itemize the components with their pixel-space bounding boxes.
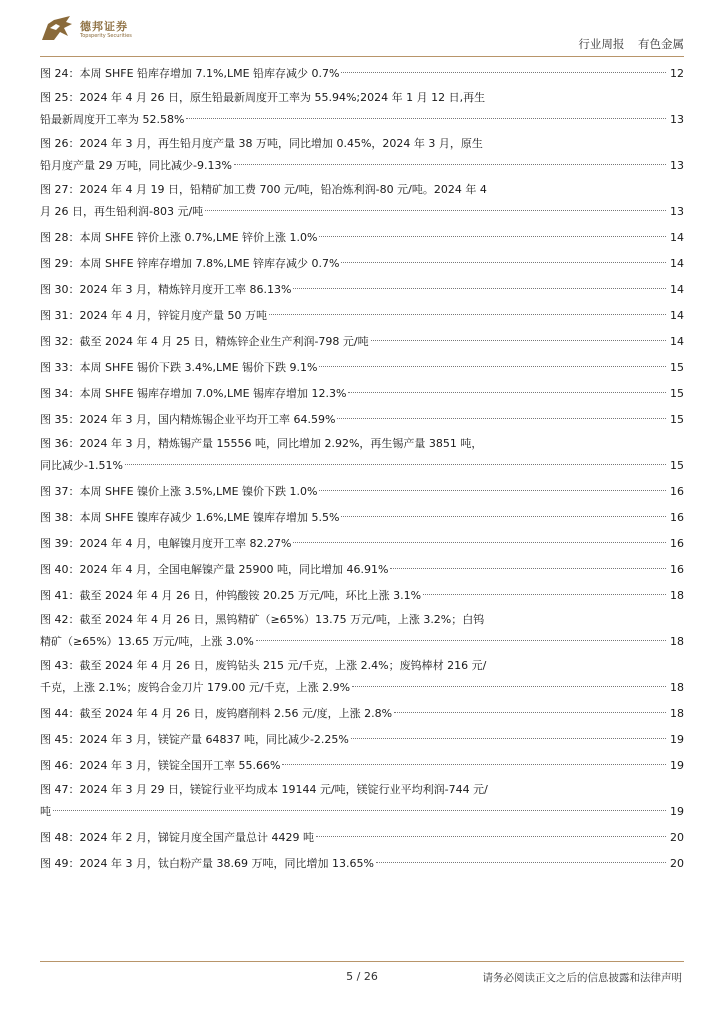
toc-entry-text: 图 33：本周 SHFE 锡价下跌 3.4%,LME 锡价下跌 9.1%: [40, 361, 318, 374]
report-type: 行业周报: [578, 37, 625, 51]
toc-entry-text: 图 40：2024 年 4 月，全国电解镍产量 25900 吨，同比增加 46.91%: [40, 563, 389, 576]
toc-entry[interactable]: [40, 180, 684, 220]
toc-entry-line: [40, 304, 684, 324]
toc-entry-line: [40, 454, 684, 474]
toc-entry-line: [40, 558, 684, 578]
toc-entry-line: [40, 532, 684, 552]
toc-entry[interactable]: [40, 754, 684, 774]
toc-entry-text: 月 26 日，再生铅利润-803 元/吨: [40, 205, 204, 218]
toc-entry[interactable]: [40, 480, 684, 500]
toc-entry-line: [40, 200, 684, 220]
toc-entry-line: [40, 506, 684, 526]
toc-entry-line: [40, 330, 684, 350]
toc-entry[interactable]: [40, 558, 684, 578]
toc-entry-text: 图 42：截至 2024 年 4 月 26 日，黑钨精矿（≥65%）13.75 万元/吨，上涨 3.2%；白钨: [40, 613, 485, 626]
sector-name: 有色金属: [638, 37, 684, 51]
toc-entry-text: 图 24：本周 SHFE 铅库存增加 7.1%,LME 铅库存减少 0.7%: [40, 67, 340, 80]
toc-entry[interactable]: [40, 408, 684, 428]
toc-entry[interactable]: [40, 382, 684, 402]
toc-entry-text: 图 46：2024 年 3 月，镁锭全国开工率 55.66%: [40, 759, 281, 772]
toc-entry-text: 图 48：2024 年 2 月，锑锭月度全国产量总计 4429 吨: [40, 831, 314, 844]
toc-entry-text: 图 28：本周 SHFE 锌价上涨 0.7%,LME 锌价上涨 1.0%: [40, 231, 318, 244]
toc-entry[interactable]: [40, 852, 684, 872]
toc-entry-line: [40, 584, 684, 604]
toc-leader-dots: [341, 248, 666, 263]
page-number: 5 / 26: [346, 970, 378, 983]
toc-entry-text: 图 31：2024 年 4 月，锌锭月度产量 50 万吨: [40, 309, 267, 322]
toc-entry[interactable]: [40, 506, 684, 526]
toc-leader-dots: [282, 750, 666, 765]
toc-leader-dots: [341, 58, 666, 73]
toc-entry[interactable]: [40, 656, 684, 696]
toc-page-number: 14: [670, 231, 684, 244]
toc-leader-dots: [256, 626, 666, 641]
toc-entry-text: 图 41：截至 2024 年 4 月 26 日，仲钨酸铵 20.25 万元/吨，环比上涨 3.1%: [40, 589, 422, 602]
toc-page-number: 19: [670, 733, 684, 746]
toc-entry-line: [40, 154, 684, 174]
toc-entry[interactable]: [40, 780, 684, 820]
page-header: [0, 0, 724, 60]
toc-entry-text: 铅最新周度开工率为 52.58%: [40, 113, 185, 126]
toc-entry-line: [40, 108, 684, 128]
toc-leader-dots: [390, 554, 666, 569]
toc-entry[interactable]: [40, 88, 684, 128]
toc-page-number: 13: [670, 205, 684, 218]
toc-entry[interactable]: [40, 62, 684, 82]
toc-page-number: 18: [670, 681, 684, 694]
toc-page-number: 12: [670, 67, 684, 80]
toc-page-number: 20: [670, 857, 684, 870]
toc-page-number: 20: [670, 831, 684, 844]
toc-entry-text: 图 25：2024 年 4 月 26 日，原生铅最新周度开工率为 55.94%;2024 年 1 月 12 日,再生: [40, 91, 486, 104]
toc-leader-dots: [352, 672, 666, 687]
toc-page-number: 16: [670, 537, 684, 550]
toc-entry[interactable]: [40, 226, 684, 246]
toc-leader-dots: [293, 528, 666, 543]
toc-entry-text: 图 34：本周 SHFE 锡库存增加 7.0%,LME 锡库存增加 12.3%: [40, 387, 347, 400]
toc-page-number: 18: [670, 635, 684, 648]
table-of-figures: [40, 62, 684, 878]
footer-divider: [40, 961, 684, 962]
toc-page-number: 15: [670, 459, 684, 472]
toc-entry-text: 图 43：截至 2024 年 4 月 26 日，废钨钻头 215 元/千克，上涨 2.4%；废钨棒材 216 元/: [40, 659, 487, 672]
toc-leader-dots: [351, 724, 666, 739]
toc-entry-line: [40, 728, 684, 748]
horse-logo-icon: [40, 14, 76, 44]
toc-leader-dots: [337, 404, 666, 419]
toc-page-number: 14: [670, 309, 684, 322]
toc-entry-line: [40, 852, 684, 872]
toc-leader-dots: [348, 378, 666, 393]
toc-page-number: 14: [670, 283, 684, 296]
toc-entry[interactable]: [40, 702, 684, 722]
toc-entry-line: [40, 252, 684, 272]
toc-page-number: 15: [670, 361, 684, 374]
toc-leader-dots: [341, 502, 666, 517]
toc-entry-line: [40, 754, 684, 774]
toc-entry-text: 图 45：2024 年 3 月，镁锭产量 64837 吨，同比减少-2.25%: [40, 733, 349, 746]
toc-leader-dots: [186, 104, 666, 119]
toc-entry-text: 图 26：2024 年 3 月，再生铅月度产量 38 万吨，同比增加 0.45%，2024 年 3 月，原生: [40, 137, 483, 150]
toc-entry-line: [40, 702, 684, 722]
toc-entry[interactable]: [40, 278, 684, 298]
toc-leader-dots: [269, 300, 666, 315]
toc-page-number: 16: [670, 511, 684, 524]
toc-entry-line: [40, 62, 684, 82]
toc-entry-line: [40, 278, 684, 298]
toc-entry[interactable]: [40, 610, 684, 650]
logo-english-name: Topsperity Securities: [80, 33, 132, 39]
toc-entry-text: 同比减少-1.51%: [40, 459, 123, 472]
toc-leader-dots: [316, 822, 666, 837]
toc-entry[interactable]: [40, 532, 684, 552]
toc-entry-line: [40, 382, 684, 402]
toc-leader-dots: [371, 326, 666, 341]
toc-entry-text: 图 30：2024 年 3 月，精炼锌月度开工率 86.13%: [40, 283, 292, 296]
toc-entry-line: [40, 800, 684, 820]
toc-entry-line: [40, 630, 684, 650]
toc-entry-text: 图 47：2024 年 3 月 29 日，镁锭行业平均成本 19144 元/吨，镁锭行业平均利润-744 元/: [40, 783, 488, 796]
toc-entry-line: [40, 826, 684, 846]
toc-leader-dots: [394, 698, 666, 713]
toc-leader-dots: [293, 274, 666, 289]
toc-entry[interactable]: [40, 330, 684, 350]
toc-entry[interactable]: [40, 304, 684, 324]
toc-page-number: 13: [670, 113, 684, 126]
toc-page-number: 18: [670, 589, 684, 602]
toc-entry[interactable]: [40, 826, 684, 846]
company-logo: [40, 14, 150, 46]
toc-page-number: 15: [670, 387, 684, 400]
toc-entry-text: 图 39：2024 年 4 月，电解镍月度开工率 82.27%: [40, 537, 292, 550]
toc-entry-text: 图 35：2024 年 3 月，国内精炼锡企业平均开工率 64.59%: [40, 413, 336, 426]
toc-entry-text: 图 49：2024 年 3 月，钛白粉产量 38.69 万吨，同比增加 13.65%: [40, 857, 374, 870]
toc-leader-dots: [319, 222, 666, 237]
toc-entry-line: [40, 480, 684, 500]
toc-entry-text: 图 27：2024 年 4 月 19 日，铅精矿加工费 700 元/吨，铅冶炼利润-80 元/吨。2024 年 4: [40, 183, 487, 196]
toc-page-number: 16: [670, 485, 684, 498]
toc-leader-dots: [376, 848, 666, 863]
toc-entry-text: 精矿（≥65%）13.65 万元/吨，上涨 3.0%: [40, 635, 254, 648]
toc-page-number: 15: [670, 413, 684, 426]
toc-entry-text: 图 38：本周 SHFE 镍库存减少 1.6%,LME 镍库存增加 5.5%: [40, 511, 340, 524]
toc-leader-dots: [53, 796, 666, 811]
toc-entry[interactable]: [40, 584, 684, 604]
toc-page-number: 19: [670, 759, 684, 772]
toc-entry-text: 千克，上涨 2.1%；废钨合金刀片 179.00 元/千克，上涨 2.9%: [40, 681, 351, 694]
toc-entry-line: [40, 408, 684, 428]
toc-entry-text: 铅月度产量 29 万吨，同比减少-9.13%: [40, 159, 232, 172]
toc-entry-text: 吨: [40, 805, 51, 818]
toc-leader-dots: [205, 196, 666, 211]
toc-entry[interactable]: [40, 356, 684, 376]
toc-entry-line: [40, 226, 684, 246]
toc-entry-line: [40, 676, 684, 696]
toc-page-number: 18: [670, 707, 684, 720]
toc-entry-text: 图 36：2024 年 3 月，精炼锡产量 15556 吨，同比增加 2.92%，再生锡产量 3851 吨，: [40, 437, 483, 450]
toc-leader-dots: [423, 580, 666, 595]
toc-entry-line: [40, 356, 684, 376]
toc-leader-dots: [319, 476, 666, 491]
header-divider: [40, 56, 684, 57]
toc-entry-text: 图 44：截至 2024 年 4 月 26 日，废钨磨削料 2.56 元/度，上涨 2.8%: [40, 707, 393, 720]
toc-leader-dots: [125, 450, 666, 465]
logo-chinese-name: 德邦证券: [80, 20, 128, 33]
toc-page-number: 13: [670, 159, 684, 172]
toc-entry[interactable]: [40, 434, 684, 474]
toc-page-number: 14: [670, 335, 684, 348]
header-labels: [568, 36, 684, 52]
toc-page-number: 14: [670, 257, 684, 270]
toc-entry-text: 图 32：截至 2024 年 4 月 25 日，精炼锌企业生产利润-798 元/吨: [40, 335, 369, 348]
toc-page-number: 19: [670, 805, 684, 818]
toc-entry[interactable]: [40, 134, 684, 174]
toc-page-number: 16: [670, 563, 684, 576]
toc-entry-text: 图 29：本周 SHFE 锌库存增加 7.8%,LME 锌库存减少 0.7%: [40, 257, 340, 270]
toc-entry[interactable]: [40, 252, 684, 272]
toc-entry[interactable]: [40, 728, 684, 748]
toc-leader-dots: [234, 150, 666, 165]
toc-entry-text: 图 37：本周 SHFE 镍价上涨 3.5%,LME 镍价下跌 1.0%: [40, 485, 318, 498]
toc-leader-dots: [319, 352, 666, 367]
legal-disclaimer: 请务必阅读正文之后的信息披露和法律声明: [482, 972, 682, 984]
